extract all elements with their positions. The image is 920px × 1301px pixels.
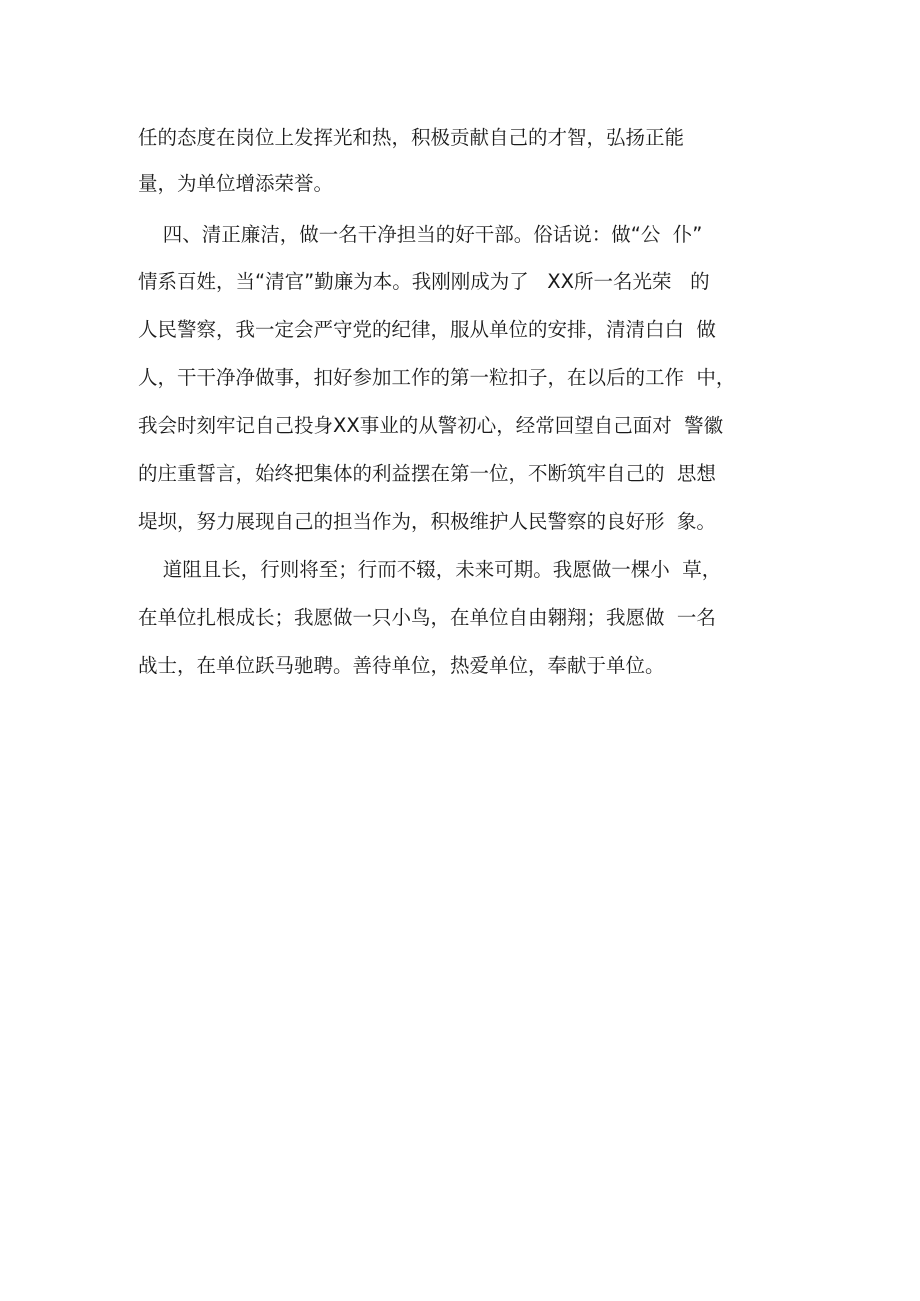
paragraph-1-line-1: 任的态度在岗位上发挥光和热，积极贡献自己的才智，弘扬正能: [138, 126, 685, 149]
paragraph-2-line-2: 情系百姓，当“清官”勤廉为本。我刚刚成为了 XX所一名光荣 的: [138, 270, 710, 293]
paragraph-2-line-7: 堤坝，努力展现自己的担当作为，积极维护人民警察的良好形 象。: [138, 510, 716, 533]
paragraph-2-line-1: 四、清正廉洁，做一名干净担当的好干部。俗话说：做“公 仆”: [138, 223, 703, 246]
paragraph-2-line-6: 的庄重誓言，始终把集体的利益摆在第一位，不断筑牢自己的 思想: [138, 462, 716, 485]
paragraph-3-line-1: 道阻且长，行则将至；行而不辍，未来可期。我愿做一棵小 草，: [138, 558, 722, 581]
paragraph-2-line-4: 人，干干净净做事，扣好参加工作的第一粒扣子，在以后的工作 中，: [138, 366, 736, 389]
paragraph-2-line-3: 人民警察，我一定会严守党的纪律，服从单位的安排，清清白白 做: [138, 318, 716, 341]
paragraph-2-line-5: 我会时刻牢记自己投身XX事业的从警初心，经常回望自己面对 警徽: [138, 414, 724, 437]
paragraph-1-line-2: 量，为单位增添荣誉。: [138, 172, 334, 195]
paragraph-3-line-3: 战士，在单位跃马驰聘。善待单位，热爱单位，奉献于单位。: [138, 654, 665, 677]
document-body: [138, 0, 798, 677]
paragraph-3-line-2: 在单位扎根成长；我愿做一只小鸟，在单位自由翱翔；我愿做 一名: [138, 606, 716, 629]
